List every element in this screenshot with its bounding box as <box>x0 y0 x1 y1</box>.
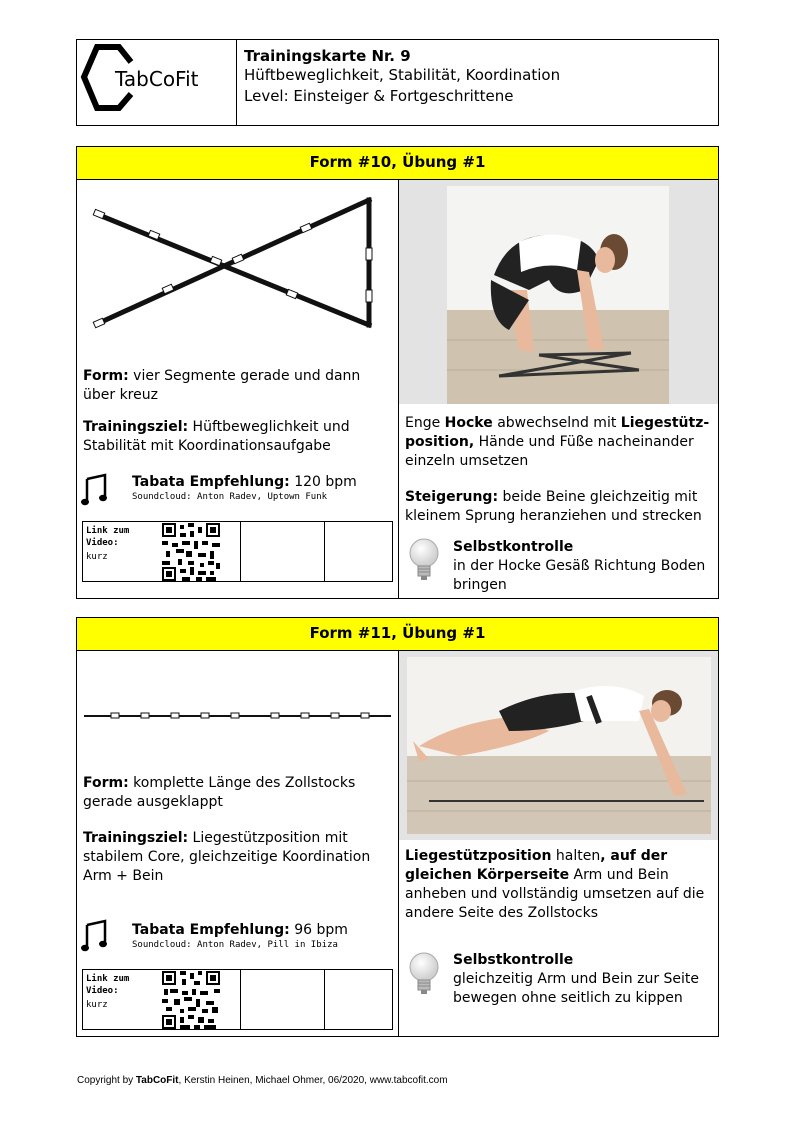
desc-text-3: Hände und Füße nacheinander einzeln umsetzen <box>405 434 694 469</box>
self-check-title: Selbstkontrolle <box>453 952 574 968</box>
desc-bold-1: Liegestützposition <box>405 848 552 864</box>
tabata-label: Tabata Empfehlung: <box>132 474 290 490</box>
exercise-photo-1 <box>399 180 718 404</box>
footer-brand: TabCoFit <box>135 1075 179 1086</box>
desc-text-1: halten <box>551 848 601 864</box>
music-note-icon <box>81 919 109 953</box>
form-description <box>83 774 383 812</box>
goal-label: Trainingsziel: <box>83 830 189 846</box>
desc-text-2: Arm und Bein anheben und vollständig umsetzen auf die andere Seite des Zollstocks <box>405 867 705 921</box>
self-check <box>453 538 715 595</box>
folding-rule-diagram-x <box>89 190 389 340</box>
form-description <box>83 367 383 405</box>
footer-copyright <box>77 1075 448 1086</box>
qr-code-icon[interactable] <box>162 971 220 1029</box>
form-label: Form: <box>83 775 129 791</box>
training-goal <box>83 418 383 456</box>
goal-label: Trainingsziel: <box>83 419 189 435</box>
music-note-icon <box>81 473 109 507</box>
qr-code-icon[interactable] <box>162 523 220 581</box>
progression <box>405 488 713 526</box>
link-cell-1 <box>240 970 241 1029</box>
self-check-text: in der Hocke Gesäß Richtung Boden bringen <box>453 558 706 593</box>
exercise-description <box>405 414 713 471</box>
card-subtitle-1: Hüftbeweglichkeit, Stabilität, Koordination <box>244 66 561 84</box>
form-text: komplette Länge des Zollstocks gerade ausgeklappt <box>83 775 356 810</box>
logo-cell <box>77 40 237 125</box>
tabata-recommendation <box>132 474 357 490</box>
goal-text: Liegestützposition mit stabilem Core, gleichzeitige Koordination Arm + Bein <box>83 830 371 884</box>
header-box <box>76 39 719 126</box>
self-check <box>453 951 715 1008</box>
photo-hocke-scene <box>399 180 718 404</box>
link-cell-1 <box>240 522 241 581</box>
tabata-bpm: 96 bpm <box>289 922 348 938</box>
photo-plank-scene <box>399 651 718 840</box>
desc-bold-1: Hocke <box>444 415 493 431</box>
soundcloud-info: Soundcloud: Anton Radev, Pill in Ibiza <box>132 940 338 950</box>
goal-text: Hüftbeweglichkeit und Stabilität mit Koordinationsaufgabe <box>83 419 350 454</box>
exercise-photo-2 <box>399 651 718 840</box>
video-link-box[interactable] <box>82 521 393 582</box>
video-link-label: Link zum Video: <box>86 974 130 996</box>
desc-text-2: abwechselnd mit <box>492 415 621 431</box>
soundcloud-info: Soundcloud: Anton Radev, Uptown Funk <box>132 492 328 502</box>
footer-rest: , Kerstin Heinen, Michael Ohmer, 06/2020, www.tabcofit.com <box>178 1075 448 1086</box>
video-link-label: Link zum Video: <box>86 526 130 548</box>
progression-text: beide Beine gleichzeitig mit kleinem Sprung heranziehen und strecken <box>405 489 702 524</box>
video-link-kurz: kurz <box>86 1000 108 1010</box>
footer-prefix: Copyright by <box>77 1075 136 1086</box>
form-label: Form: <box>83 368 129 384</box>
training-goal <box>83 829 393 886</box>
desc-bold-2: Liegestützposition, <box>405 415 710 450</box>
form-text: vier Segmente gerade und dann über kreuz <box>83 368 361 403</box>
light-bulb-icon <box>406 536 442 586</box>
header-text <box>244 47 714 107</box>
progression-label: Steigerung: <box>405 489 499 505</box>
section-heading-2: Form #11, Übung #1 <box>76 617 719 651</box>
link-cell-2 <box>324 970 325 1029</box>
card-title: Trainingskarte Nr. 9 <box>244 47 411 65</box>
section-body-2 <box>76 650 719 1037</box>
logo-text: TabCoFit <box>115 67 199 91</box>
section-heading-1: Form #10, Übung #1 <box>76 146 719 180</box>
desc-text-1: Enge <box>405 415 445 431</box>
video-link-box[interactable] <box>82 969 393 1030</box>
link-cell-2 <box>324 522 325 581</box>
light-bulb-icon <box>406 950 442 1000</box>
tabata-label: Tabata Empfehlung: <box>132 922 290 938</box>
card-subtitle-2: Level: Einsteiger & Fortgeschrittene <box>244 87 514 105</box>
tabcofit-logo <box>77 40 236 125</box>
self-check-title: Selbstkontrolle <box>453 539 574 555</box>
tabata-bpm: 120 bpm <box>289 474 357 490</box>
tabata-recommendation <box>132 922 348 938</box>
desc-bold-2: , auf der gleichen Körperseite <box>405 848 668 883</box>
section-body-1 <box>76 179 719 599</box>
exercise-description <box>405 847 715 923</box>
folding-rule-diagram-straight <box>83 710 393 722</box>
self-check-text: gleichzeitig Arm und Bein zur Seite bewegen ohne seitlich zu kippen <box>453 971 700 1006</box>
video-link-kurz: kurz <box>86 552 108 562</box>
